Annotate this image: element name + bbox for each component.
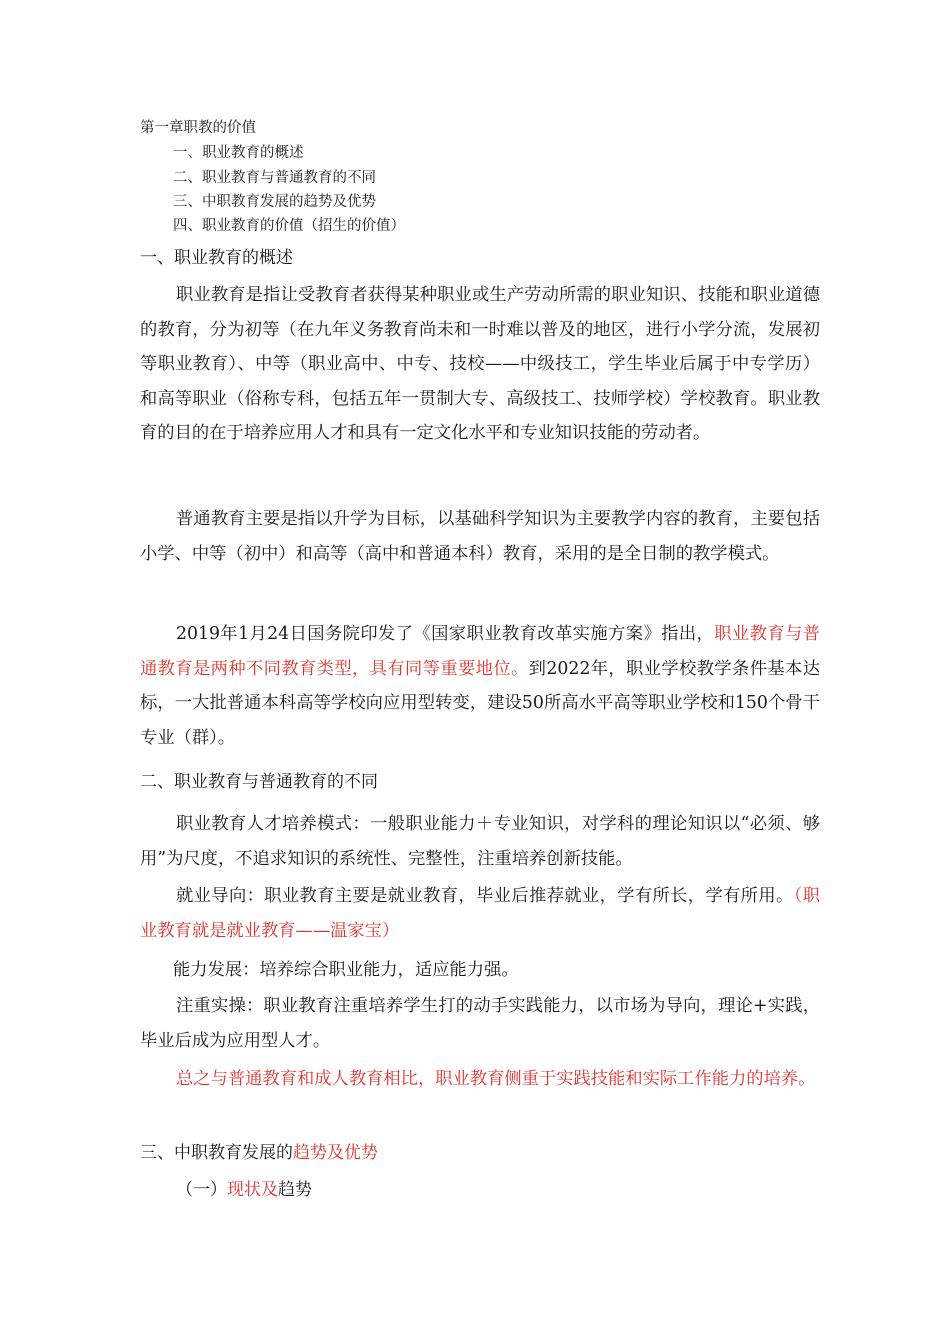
section2-paragraph-3: 能力发展：培养综合职业能力，适应能力强。 <box>173 960 519 980</box>
section3-heading-highlight: 趋势及优势 <box>293 1143 378 1163</box>
subheading-highlight: 现状及 <box>227 1180 278 1200</box>
employment-quote: （职业教育就是就业教育——温家宝） <box>140 886 820 941</box>
policy-text-b: 到2022年，职业学校教学条件基本达标，一大批普通本科高等学校向应用型转变，建设50所高水平高等职业学校和150个骨干专业（群）。 <box>140 658 820 748</box>
section1-heading: 一、职业教育的概述 <box>140 248 293 268</box>
policy-text-a: 2019年1月24日国务院印发了《国家职业教育改革实施方案》指出， <box>176 624 715 644</box>
section2-paragraph-1: 职业教育人才培养模式：一般职业能力＋专业知识，对学科的理论知识以“必须、够用”为尺度，不追求知识的系统性、完整性，注重培养创新技能。 <box>140 814 820 869</box>
toc-item-3: 三、中职教育发展的趋势及优势 <box>173 194 376 210</box>
section2-paragraph-4: 注重实操：职业教育注重培养学生打的动手实践能力，以市场为导向，理论+实践，毕业后成为应用型人才。 <box>140 996 820 1051</box>
section3-heading-text: 三、中职教育发展的 <box>140 1143 293 1163</box>
section1-paragraph-3 <box>140 617 820 755</box>
section3-subheading <box>176 1177 312 1203</box>
toc-item-2: 二、职业教育与普通教育的不同 <box>173 170 376 186</box>
policy-highlight: 职业教育与普通教育是两种不同教育类型，具有同等重要地位。 <box>140 624 820 679</box>
employment-text: 就业导向：职业教育主要是就业教育，毕业后推荐就业，学有所长，学有所用。 <box>176 886 794 906</box>
section2-summary: 总之与普通教育和成人教育相比，职业教育侧重于实践技能和实际工作能力的培养。 <box>176 1069 816 1089</box>
toc-title: 第一章职教的价值 <box>140 120 256 136</box>
toc-item-1: 一、职业教育的概述 <box>173 145 304 161</box>
section1-paragraph-1: 职业教育是指让受教育者获得某种职业或生产劳动所需的职业知识、技能和职业道德的教育，分为初等（在九年义务教育尚未和一时难以普及的地区，进行小学分流，发展初等职业教育）、中等（职业高中、中专、技校——中级技工，学生毕业后属于中专学历）和高等职业（俗称专科，包括五年一贯制大专、高级技工、技师学校）学校教育。职业教育的目的在于培养应用人才和具有一定文化水平和专业知识技能的劳动者。 <box>140 285 820 444</box>
subheading-text: 趋势 <box>278 1180 312 1200</box>
section3-heading <box>140 1140 378 1166</box>
subheading-number: （一） <box>176 1180 227 1200</box>
section2-heading: 二、职业教育与普通教育的不同 <box>140 772 378 792</box>
toc-item-4: 四、职业教育的价值（招生的价值） <box>173 218 405 234</box>
section1-paragraph-2: 普通教育主要是指以升学为目标，以基础科学知识为主要教学内容的教育，主要包括小学、中等（初中）和高等（高中和普通本科）教育，采用的是全日制的教学模式。 <box>140 509 820 564</box>
section2-paragraph-2 <box>140 879 820 948</box>
